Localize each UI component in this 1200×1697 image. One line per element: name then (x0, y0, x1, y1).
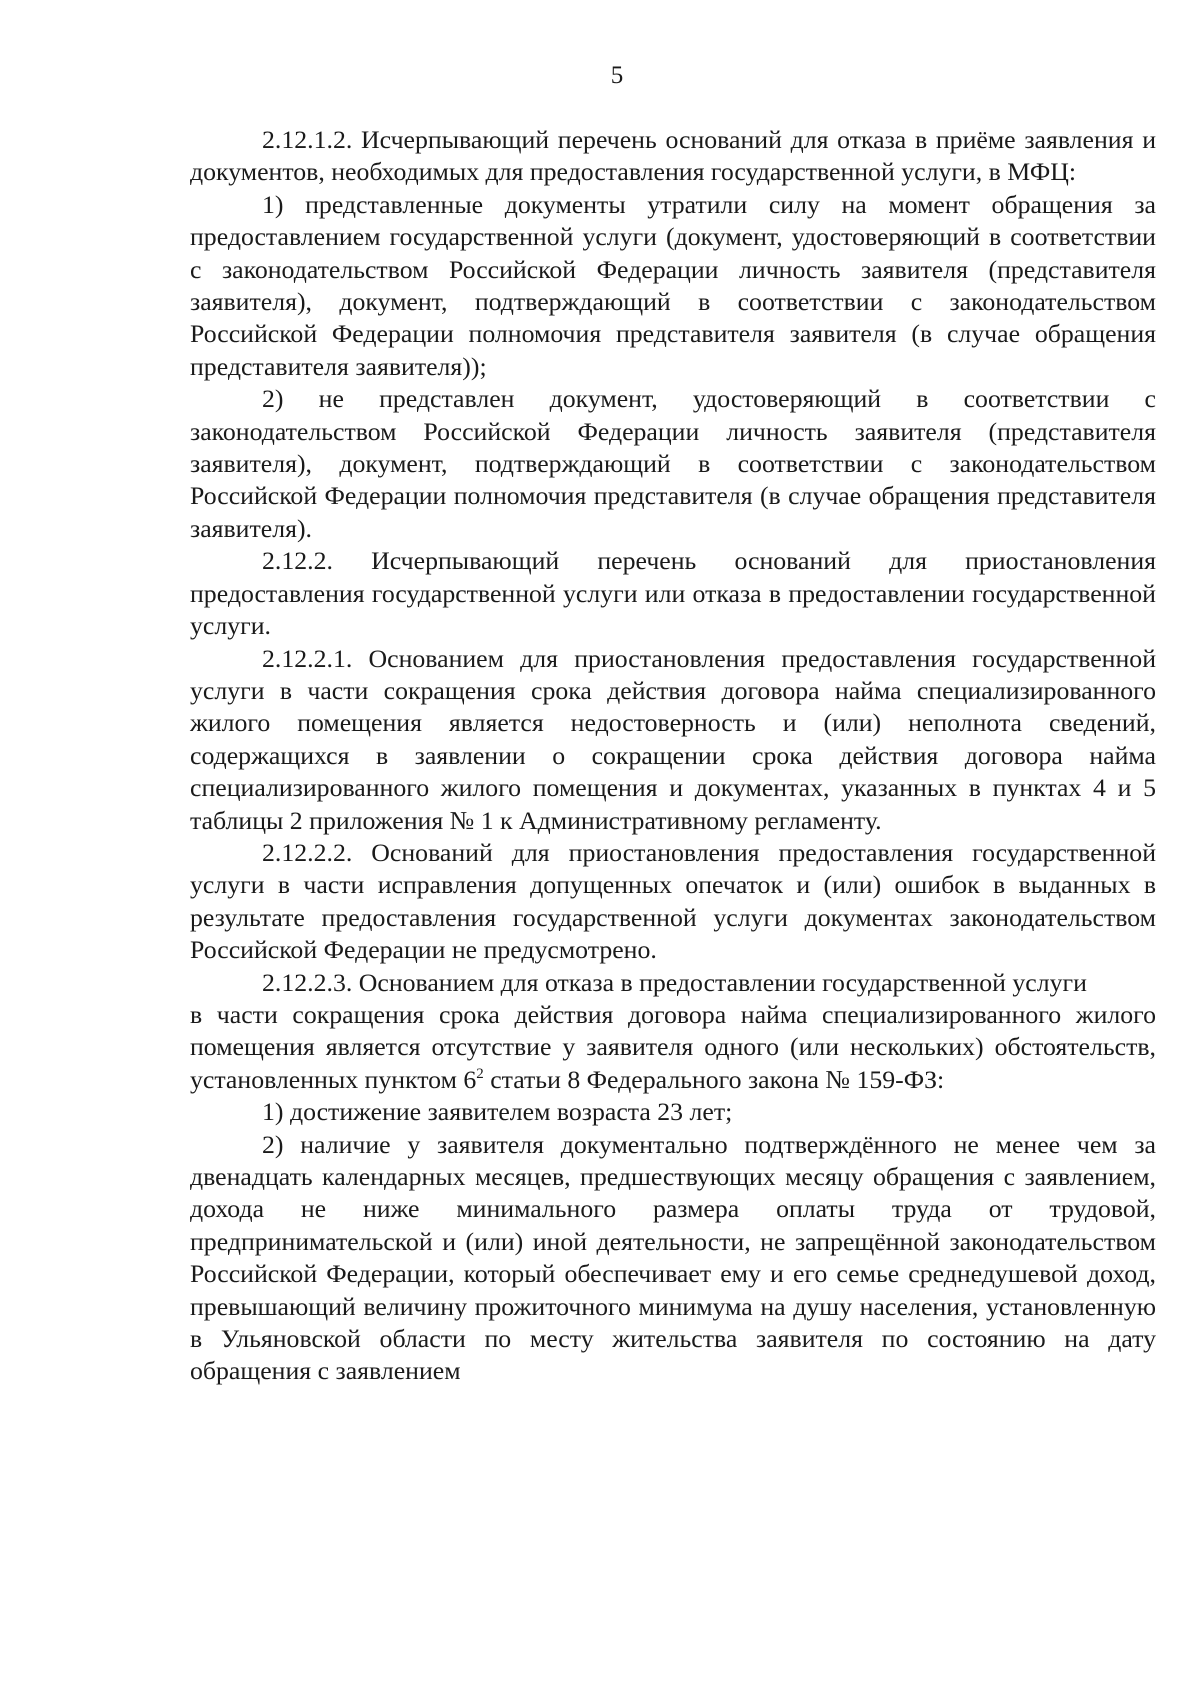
continuation-tail: статьи 8 Федерального закона № 159-ФЗ: (483, 1064, 945, 1094)
paragraph-2-12-2-1: 2.12.2.1. Основанием для приостановления предоставления государственной услуги в части сокращения срока действия договора найма специализированного жилого помещения является недостоверность и (или) неполнота сведений, содержащихся в заявлении о сокращении срока действия договора найма специализированного жилого помещения и документах, указанных в пунктах 4 и 5 таблицы 2 приложения № 1 к Административному регламенту. (190, 643, 1156, 835)
continuation-text: в части сокращения срока действия договора найма специализированного жилого помещения является отсутствие у заявителя одного (или нескольких) обстоятельств, установленных пунктом 6 (190, 999, 1156, 1094)
paragraph-2-12-2-2: 2.12.2.2. Оснований для приостановления предоставления государственной услуги в части исправления допущенных опечаток и (или) ошибок в выданных в результате предоставления государственной услуги документах законодательством Российской Федерации не предусмотрено. (190, 837, 1156, 965)
document-body (190, 124, 1156, 1388)
paragraph-2-12-2-3: 2.12.2.3. Основанием для отказа в предоставлении государственной услуги (262, 967, 1087, 997)
paragraph-2-12-1-2: 2.12.1.2. Исчерпывающий перечень оснований для отказа в приёме заявления и документов, необходимых для предоставления государственной услуги, в МФЦ: (190, 125, 1156, 187)
list-item-missing-identity-document: 2) не представлен документ, удостоверяющий в соответствии с законодательством Российской Федерации личность заявителя (представителя заявителя), документ, подтверждающий в соответствии с законодательством Российской Федерации полномочия представителя (в случае обращения представителя заявителя). (190, 384, 1156, 543)
superscript: 2 (476, 1065, 484, 1082)
list-item-income-condition: 2) наличие у заявителя документально подтверждённого не менее чем за двенадцать календарных месяцев, предшествующих месяцу обращения с заявлением, дохода не ниже минимального размера оплаты труда от трудовой, предпринимательской и (или) иной деятельности, не запрещённой законодательством Российской Федерации, который обеспечивает ему и его семье среднедушевой доход, превышающий величину прожиточного минимума на душу населения, установленную в Ульяновской области по месту жительства заявителя по состоянию на дату обращения с заявлением (190, 1129, 1156, 1386)
list-item-age-23: 1) достижение заявителем возраста 23 лет; (262, 1097, 733, 1127)
paragraph-2-12-2: 2.12.2. Исчерпывающий перечень оснований для приостановления предоставления государственной услуги или отказа в предоставлении государственной услуги. (190, 546, 1156, 641)
paragraph-2-12-2-3-continuation (190, 999, 1156, 1096)
page-number: 5 (610, 62, 624, 89)
list-item-expired-documents: 1) представленные документы утратили силу на момент обращения за предоставлением государственной услуги (документ, удостоверяющий в соответствии с законодательством Российской Федерации личность заявителя (представителя заявителя), документ, подтверждающий в соответствии с законодательством Российской Федерации полномочия представителя заявителя (в случае обращения представителя заявителя)); (190, 189, 1156, 381)
